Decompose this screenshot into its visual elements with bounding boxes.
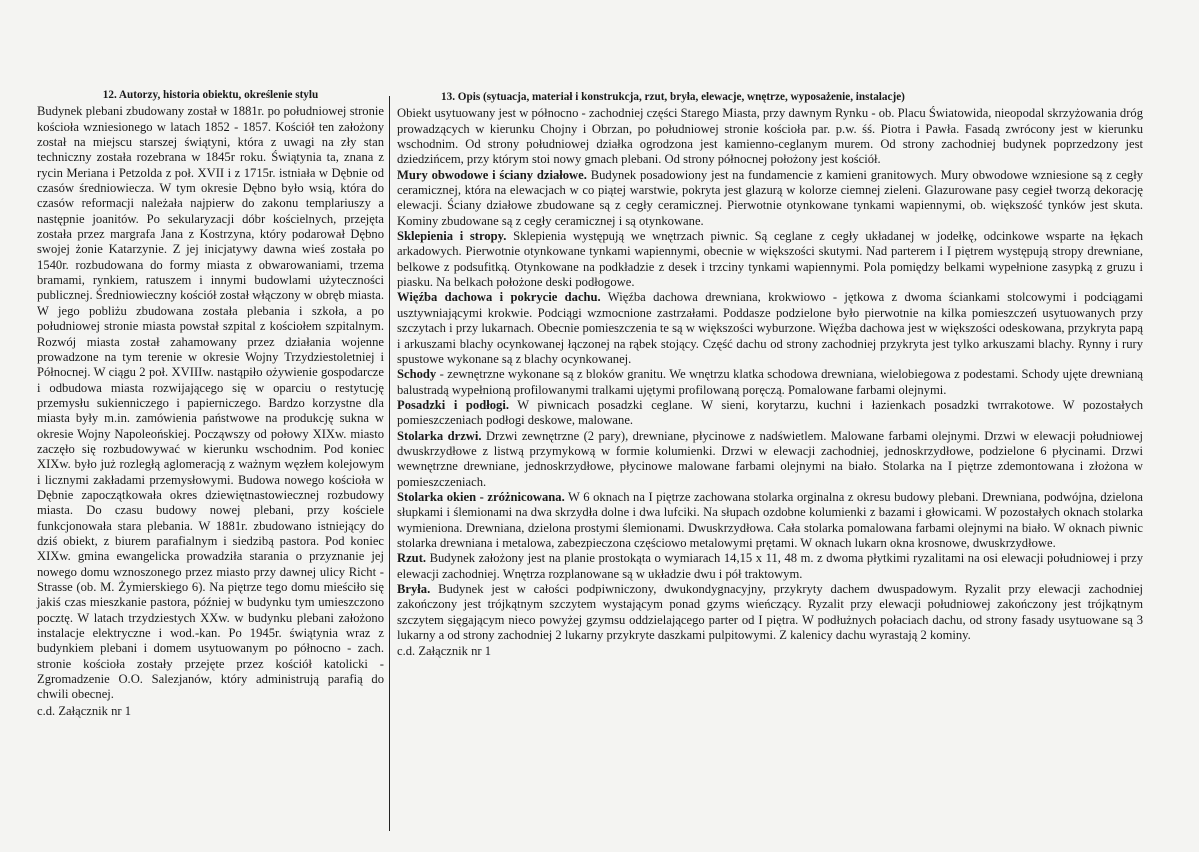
section-text: W 6 oknach na I piętrze zachowana stolarka orginalna z okresu budowy plebani. Drewniana, podwójna, dzielona słupkami i ślemionami na dwa skrzydła dolne i dwa lufciki. Na słupach ozdobne kolumienki z bazami i głowicami. W pozostałych oknach stolarka wymieniona. Drewniana, dzielona prostymi ślemionami. Dwuskrzydłowa. Cała stolarka pomalowana farbami olejnymi na biało. W oknach piwnic stolarka drewniana i metalowa, zabezpieczona częściowo metalowymi prętami. W oknach lukarn okna krosnowe, dwuskrzydłowe.	[397, 489, 1143, 550]
section-title: Stolarka drzwi.	[397, 428, 482, 443]
section-text: Sklepienia występują we wnętrzach piwnic. Są ceglane z cegły układanej w jodełkę, odcinkowe wsparte na łękach arkadowych. Pierwotnie otynkowane tynkami wapiennymi, obecnie w większości skutymi. Nad parterem i I piętrem występują stropy drewniane, belkowe z podsufitką. Otynkowane na podkładzie z desek i trzciny tynkami wapiennymi. Pola pomiędzy belkami wypełnione zasypką z gruzu i piasku. Na belkach położone deski podłogowe.	[397, 229, 1144, 290]
section-text: Budynek jest w całości podpiwniczony, dwukondygnacyjny, przykryty dachem dwuspadowym. Ryzalit przy elewacji zachodniej zakończony jest trójkątnym szczytem wystającym ponad gzyms wieńczący. Ryzalit przy elewacji południowej zakończony jest trójkątnym szczytem sięgającym nieco powyżej gzymsu oddzielającego parter od I piętra. W podłużnych połaciach dachu, od strony fasady usytuowane są 3 lukarny a od strony zachodniej 2 lukarny przykryte daszkami pulpitowymi. Z kalenicy dachu wyrastają 2 kominy.	[397, 582, 1143, 643]
section-title: Bryła.	[397, 582, 431, 596]
section-doors	[397, 429, 1143, 490]
section-title: Mury obwodowe i ściany działowe.	[397, 167, 587, 182]
section-roof	[397, 290, 1143, 367]
history-column	[37, 88, 384, 719]
section-title: Sklepienia i stropy.	[397, 229, 507, 244]
section-text: Drzwi zewnętrzne (2 pary), drewniane, płycinowe z nadświetlem. Malowane farbami olejnymi. Drzwi w elewacji południowej dwuskrzydłowe z listwą przymykową w formie kolumienki. Drzwi w elewacji zachodniej, jednoskrzydłowe, podzielone 6 płycinami. Drzwi wewnętrzne drewniane, jednoskrzydłowe, płycinowe malowane farbami olejnymi na biało. Stolarka na I piętrze zdemontowana i złożona w pomieszczeniach.	[397, 428, 1143, 489]
section-floors	[397, 398, 1143, 429]
section-windows	[397, 490, 1143, 551]
section-walls	[397, 168, 1143, 229]
section-title: Stolarka okien - zróżnicowana.	[397, 489, 565, 504]
history-heading: 12. Autorzy, historia obiektu, określenie stylu	[102, 89, 319, 101]
description-intro: Obiekt usytuowany jest w północno - zachodniej części Starego Miasta, przy dawnym Rynku - ob. Placu Światowida, nieopodal skrzyżowania dróg prowadzących w kierunku Chojny i Obrzan, po południowej stronie kościoła par. p.w. śś. Piotra i Pawła. Fasadą zwrócony jest w kierunku wschodnim. Od strony południowej działka ogrodzona jest kamienno-ceglanym murem. Od strony zachodniej budynek poprzedzony jest dziedzińcem, przy którym stoi nowy gmach plebani. Od strony północnej położony jest kościół.	[397, 106, 1143, 167]
section-text: Budynek założony jest na planie prostokąta o wymiarach 14,15 x 11, 48 m. z dwoma płytkimi ryzalitami na osi elewacji południowej i przy elewacji zachodniej. Wnętrza rozplanowane są w układzie dwu i pół traktowym.	[397, 551, 1143, 581]
section-title: Rzut.	[397, 551, 427, 566]
description-column	[397, 90, 1143, 660]
section-massing	[397, 582, 1143, 643]
section-text: - zewnętrzne wykonane są z bloków granitu. We wnętrzu klatka schodowa drewniana, wielobiegowa z podestami. Schody ujęte drewnianą balustradą wypełnioną profilowanymi tralkami ujętymi profilowaną poręczą. Pomalowane farbami olejnymi.	[397, 367, 1143, 397]
section-title: Schody	[397, 367, 437, 382]
history-attachment-note: c.d. Załącznik nr 1	[37, 703, 132, 718]
section-text: Więźba dachowa drewniana, krokwiowo - jętkowa z dwoma ściankami stolcowymi i podciągami usztywniającymi krokwie. Podciągi wzmocnione zastrzałami. Poddasze podzielone było pierwotnie na kilka pomieszczeń usytuowanych przy szczytach i przy lukarnach. Obecnie pomieszczenia te są w większości wyburzone. Więźba dachowa jest w większości odeskowana, przykryta papą i arkuszami blachy ocynkowanej łączonej na rąbek stojący. Część dachu od strony zachodniej przykryta jest tylko arkuszami blachy. Rynny i rury spustowe wykonane są z blachy ocynkowanej.	[397, 290, 1143, 366]
section-title: Więźba dachowa i pokrycie dachu.	[397, 290, 601, 305]
section-title: Posadzki i podłogi.	[397, 397, 509, 412]
section-stairs	[397, 367, 1143, 398]
section-text: Budynek posadowiony jest na fundamencie z kamieni granitowych. Mury obwodowe wzniesione są z cegły ceramicznej, która na elewacjach w co piątej warstwie, pokryta jest glazurą w kolorze ciemnej zieleni. Glazurowane pasy cegieł tworzą dekorację elewacji. Ściany działowe zbudowane są z cegły ceramicznej. Pierwotnie otynkowane tynkami wapiennymi, ob. większość tynków jest skuta. Kominy zbudowane są z cegły ceramicznej i są otynkowane.	[397, 167, 1144, 228]
section-plan	[397, 551, 1143, 582]
column-divider	[389, 96, 390, 831]
section-text: W piwnicach posadzki ceglane. W sieni, korytarzu, kuchni i łazienkach posadzki twrrakotowe. W pozostałych pomieszczeniach podłogi deskowe, malowane.	[397, 397, 1143, 428]
section-vaults	[397, 229, 1143, 290]
description-heading: 13. Opis (sytuacja, materiał i konstrukcja, rzut, bryła, elewacje, wnętrze, wyposażenie, instalacje)	[441, 91, 905, 103]
history-text: Budynek plebani zbudowany został w 1881r. po południowej stronie kościoła wzniesionego w latach 1852 - 1857. Kościół ten założony został na miejscu starszej świątyni, która z uwagi na zły stan techniczny została rozebrana w 1845r roku. Świątynia ta, znana z rycin Meriana i Petzolda z poł. XVII i z 1715r. istniała w Dębnie od czasów średniowiecza. W tym okresie Dębno było wsią, która do czasów reformacji należała najpierw do zakonu templariuszy a następnie joanitów. Po sekularyzacji dóbr kościelnych, przejęta została przez margrafa Jana z Kostrzyna, który podarował Dębno swojej żonie Katarzynie. Z jej inicjatywy dawna wieś została po 1540r. rozbudowana do formy miasta z obwarowaniami, trzema bramami, rynkiem, ratuszem i innymi budowlami użyteczności publicznej. Średniowieczny kościół został włączony w obręb miasta. W jego pobliżu zbudowana została plebania i szkoła, a po południowej stronie miasta powstał szpital z kościołem szpitalnym. Rozwój miasta został zahamowany przez działania wojenne prowadzone na tym terenie w okresie Wojny Trzydziestoletniej i Północnej. W ciągu 2 poł. XVIIIw. nastąpiło ożywienie gospodarcze i odbudowa miasta rozwijającego się w oparciu o restytucję przemysłu sukienniczego i papierniczego. Bardzo korzystne dla miasta były m.in. zamówienia państwowe na produkcję sukna w okresie Wojny Napoleońskiej. Począwszy od połowy XIXw. miasto zaczęło się rozbudowywać w kierunku wschodnim. Pod koniec XIXw. było już rozległą aglomeracją z ważnym węzłem kolejowym i licznymi zakładami przemysłowymi. Budowa nowego kościoła w Dębnie zapoczątkowała okres dziewiętnastowiecznej rozbudowy miasta. Do czasu budowy nowej plebani, przy kościele funkcjonowała stara plebania. W 1881r. zbudowano istniejący do dziś obiekt, z biurem parafialnym i siedzibą pastora. Pod koniec XIXw. gmina ewangelicka prowadziła starania o przyznanie jej nowego domu wznoszonego przez miasto przy dawnej ulicy Richt - Strasse (ob. M. Żymierskiego 6). Na piętrze tego domu mieściło się jakiś czas mieszkanie pastora, później w budynku tym umieszczono pocztę. W latach trzydziestych XXw. w budynku plebani założono instalacje elektryczne i wod.-kan. Po 1945r. świątynia wraz z budynkiem plebani i domem usytuowanym po północno - zach. stronie kościoła zostały przejęte przez kościół katolicki - Zgromadzenie O.O. Salezjanów, który administrują parafią do chwili obecnej.	[37, 104, 384, 702]
description-attachment-note: c.d. Załącznik nr 1	[397, 644, 492, 659]
